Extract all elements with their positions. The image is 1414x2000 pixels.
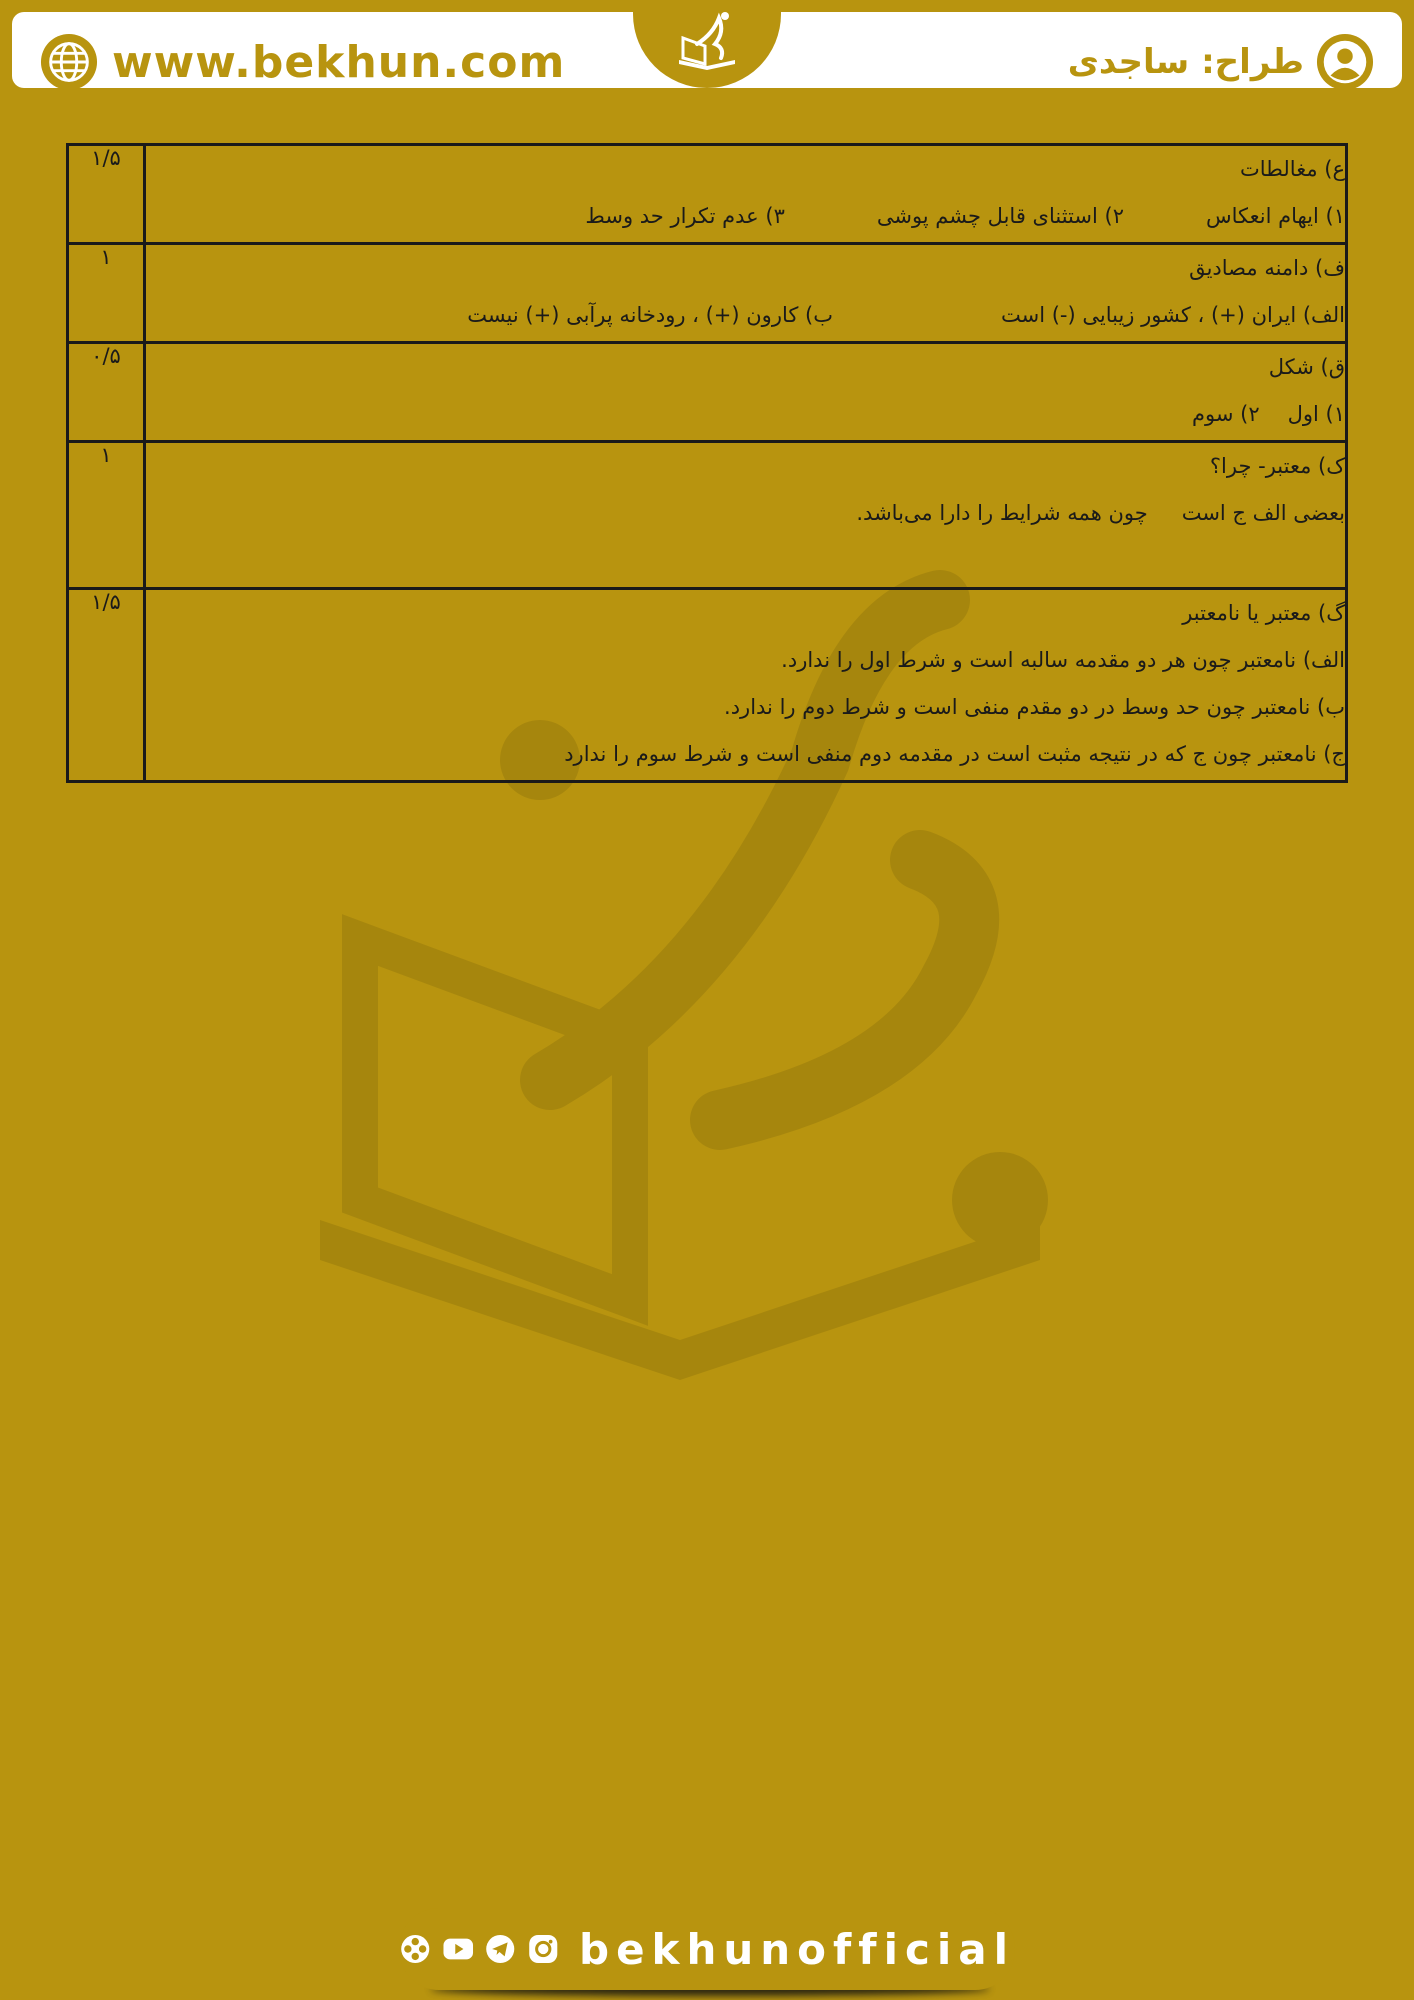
row-content [145, 589, 1347, 782]
telegram-icon[interactable] [484, 1927, 517, 1971]
social-handle[interactable]: bekhunofficial [579, 1924, 1016, 1974]
row-item: چون همه شرایط را دارا می‌باشد. [856, 501, 1148, 525]
table-row [68, 343, 1347, 442]
website-link[interactable] [40, 32, 565, 92]
table-row [68, 589, 1347, 782]
row-item: ۱) ایهام انعکاس [1205, 204, 1345, 228]
row-content [145, 442, 1347, 589]
row-item: ۳) عدم تکرار حد وسط [585, 204, 785, 228]
row-title: ق) شکل [1268, 355, 1345, 379]
row-item: ب) کارون (+) ، رودخانه پرآبی (+) نیست [467, 303, 834, 327]
row-score: ۱ [68, 442, 145, 589]
instagram-icon[interactable] [527, 1927, 560, 1971]
answers-table [66, 143, 1348, 783]
user-icon [1316, 33, 1374, 91]
designer-name: طراح: ساجدی [1067, 42, 1304, 82]
row-content [145, 145, 1347, 244]
row-score: ۱/۵ [68, 589, 145, 782]
row-items [146, 391, 1345, 438]
designer-label [1068, 32, 1374, 92]
row-score: ۱/۵ [68, 145, 145, 244]
row-title: ف) دامنه مصادیق [1189, 256, 1345, 280]
row-item: بعضی الف ج است [1181, 501, 1345, 525]
row-title: گ) معتبر یا نامعتبر [1182, 601, 1345, 625]
row-item: الف) ایران (+) ، کشور زیبایی (-) است [1001, 303, 1345, 327]
globe-icon [40, 33, 98, 91]
social-footer [399, 1908, 1015, 1990]
table-row [68, 244, 1347, 343]
table-row [68, 145, 1347, 244]
row-score: ۱ [68, 244, 145, 343]
row-line: الف) نامعتبر چون هر دو مقدمه سالبه است و شرط اول را ندارد. [781, 648, 1345, 672]
row-items [146, 490, 1345, 537]
row-content [145, 343, 1347, 442]
youtube-icon[interactable] [442, 1927, 475, 1971]
table-row [68, 442, 1347, 589]
row-item: ۲) استثنای قابل چشم پوشی [876, 204, 1124, 228]
row-title: ک) معتبر- چرا؟ [1209, 454, 1345, 478]
book-logo-icon [667, 4, 747, 84]
row-items [146, 193, 1345, 240]
row-content [145, 244, 1347, 343]
row-line: ج) نامعتبر چون ج که در نتیجه مثبت است در مقدمه دوم منفی است و شرط سوم را ندارد [564, 742, 1345, 766]
row-line: ب) نامعتبر چون حد وسط در دو مقدم منفی است و شرط دوم را ندارد. [724, 695, 1345, 719]
row-item: ۲) سوم [1192, 402, 1260, 426]
row-score: ۰/۵ [68, 343, 145, 442]
website-url: www.bekhun.com [112, 36, 566, 88]
aparat-icon[interactable] [399, 1927, 432, 1971]
row-title: ع) مغالطات [1240, 157, 1345, 181]
row-items [146, 292, 1345, 339]
row-item: ۱) اول [1287, 402, 1345, 426]
